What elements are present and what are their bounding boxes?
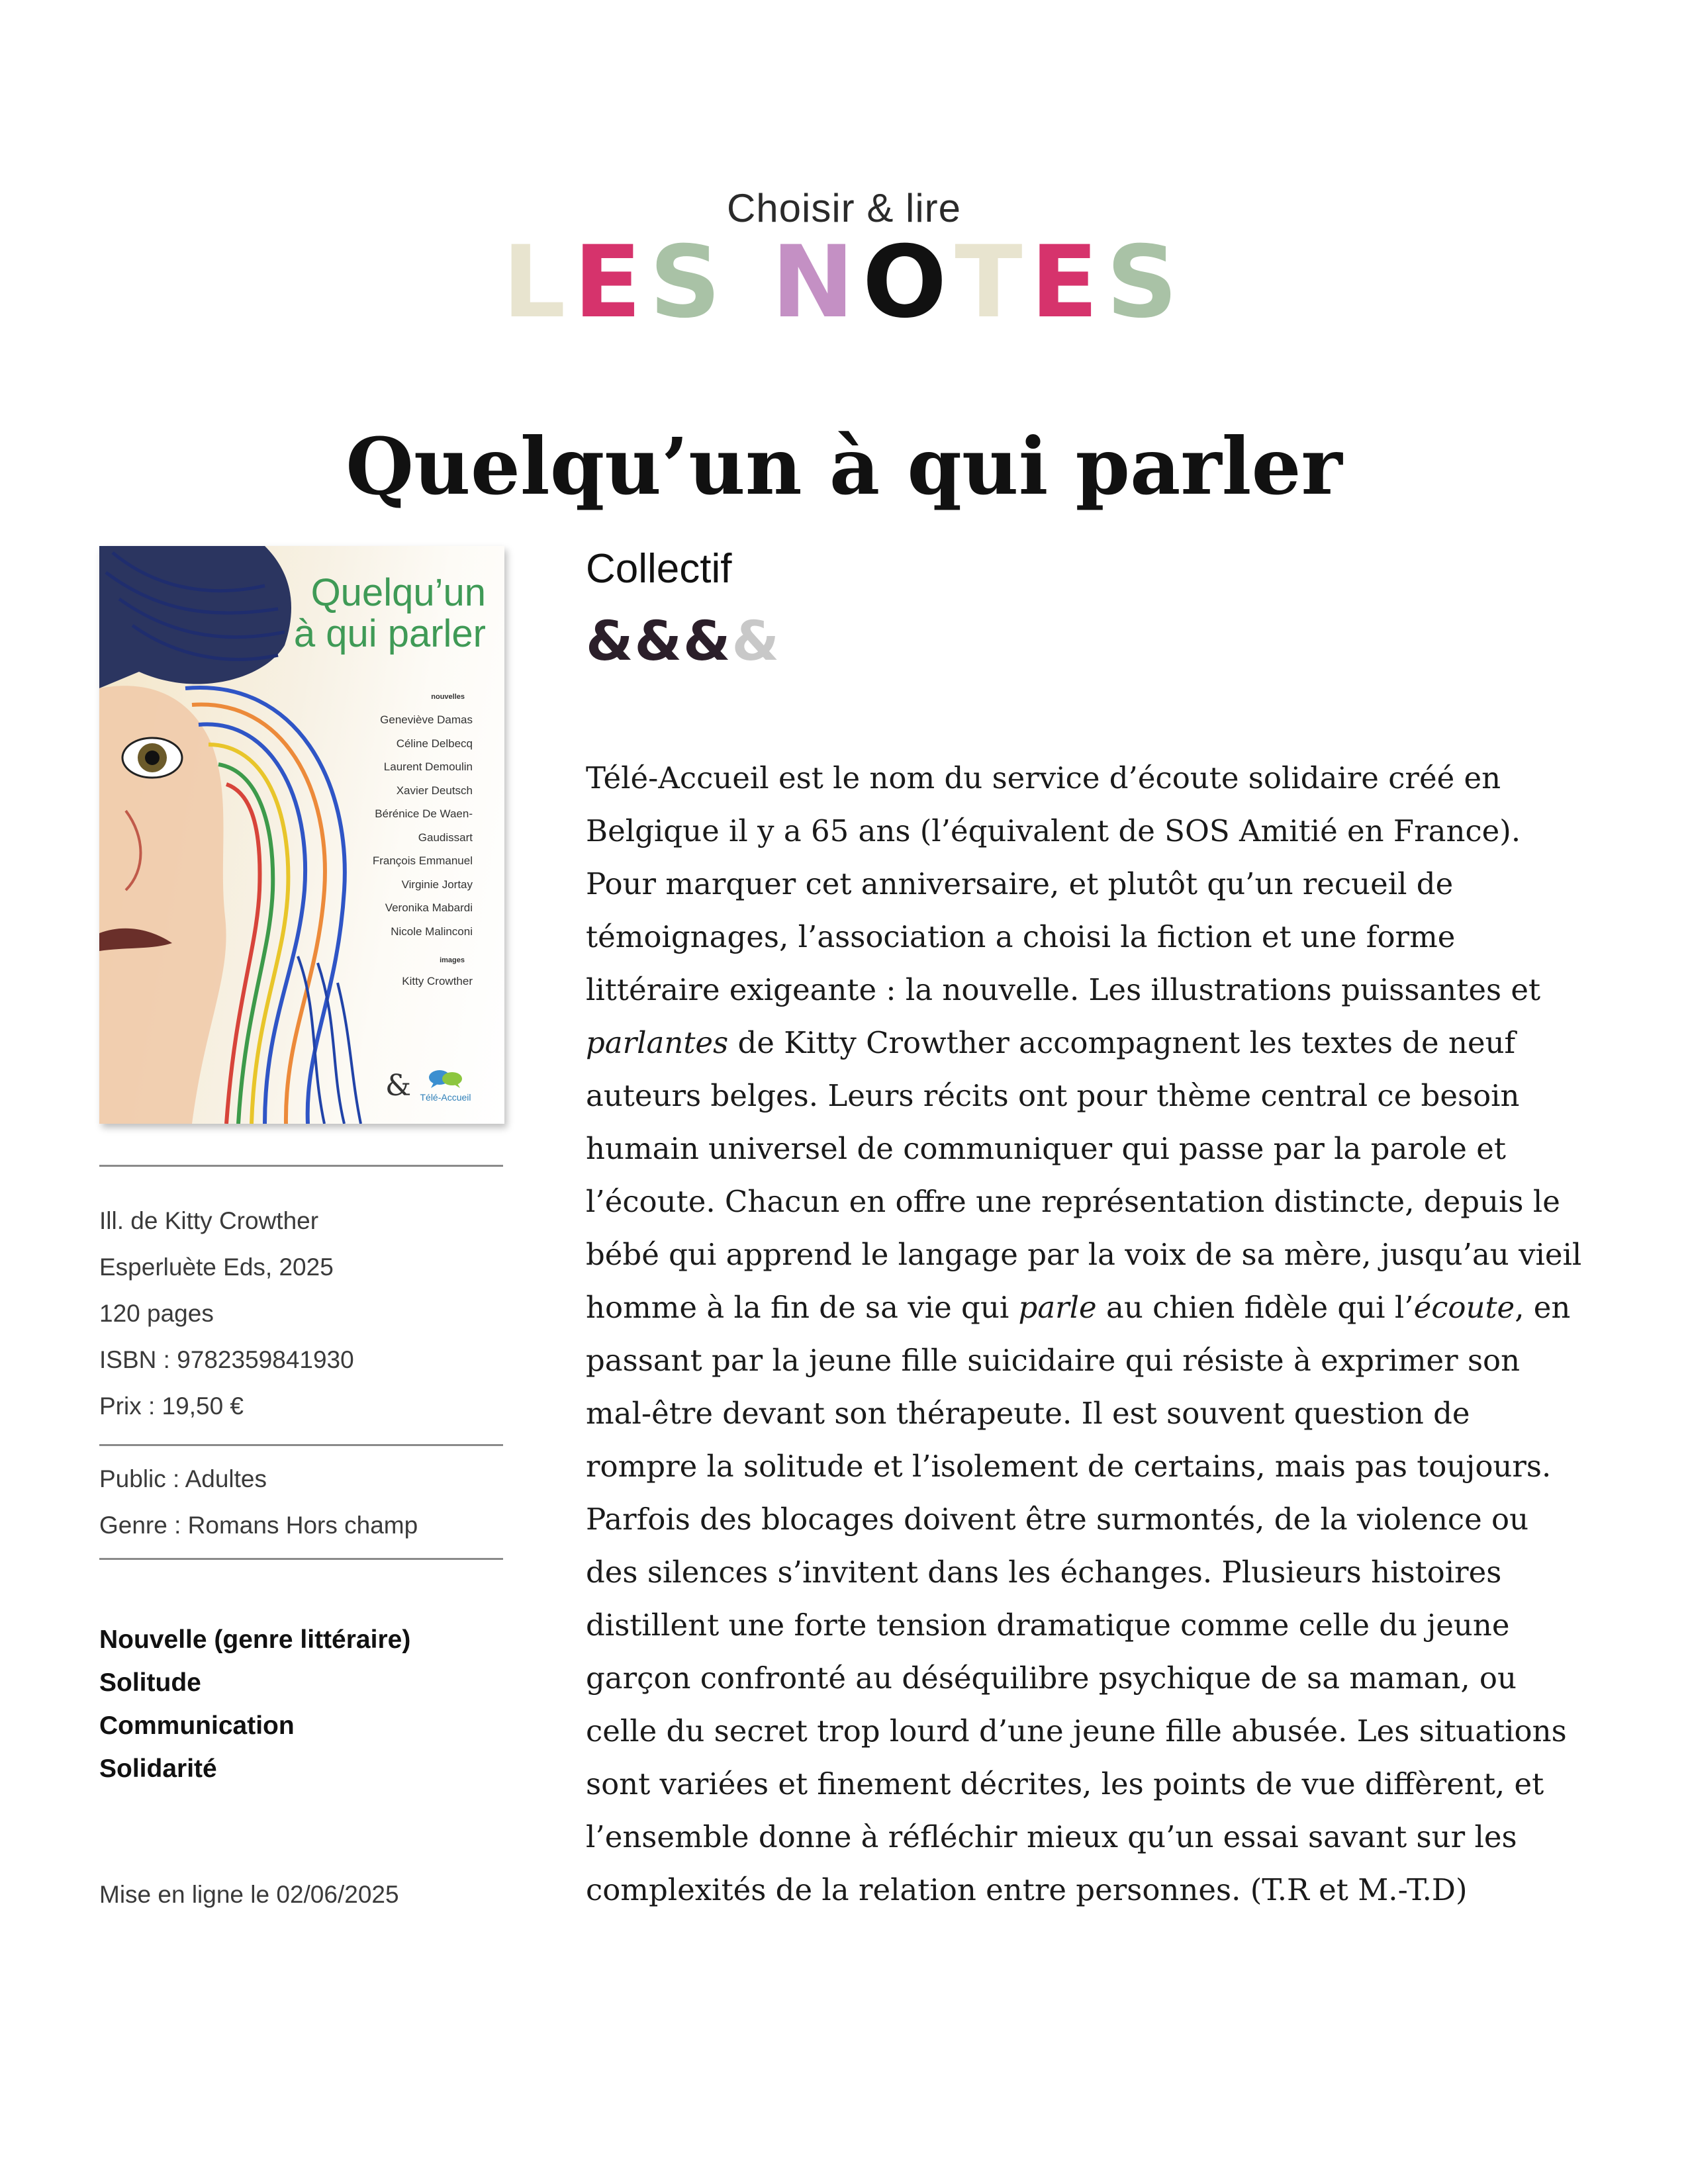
detail-item: 120 pages [99, 1300, 214, 1327]
rating-mark-filled: & [586, 610, 635, 673]
cover-author: Céline Delbecq [396, 737, 473, 750]
brand-subtitle: Choisir & lire [726, 186, 962, 230]
divider [99, 1165, 503, 1167]
review-line: garçon confronté au déséquilibre psychique de sa maman, ou [586, 1661, 1517, 1696]
cover-label-images: images [440, 956, 465, 964]
book-audience [99, 1456, 418, 1549]
speech-bubbles-icon [427, 1069, 464, 1089]
partner-logo-text: Télé-Accueil [420, 1092, 471, 1103]
review-line: Pour marquer cet anniversaire, et plutôt qu’un recueil de [586, 866, 1454, 901]
emphasis: parle [1018, 1290, 1097, 1325]
brand-logo[interactable] [0, 225, 1688, 340]
cover-author: Geneviève Damas [380, 713, 473, 726]
cover-author: Gaudissart [418, 831, 473, 844]
publication-date: Mise en ligne le 02/06/2025 [99, 1881, 399, 1908]
emphasis: parlantes [586, 1025, 729, 1060]
review-line: Belgique il y a 65 ans (l’équivalent de SOS Amitié en France). [586, 813, 1521, 848]
divider [99, 1558, 503, 1560]
divider [99, 1444, 503, 1446]
logo-letter: O [862, 225, 955, 340]
keyword-link[interactable]: Nouvelle (genre littéraire) [99, 1625, 411, 1654]
site-header [0, 185, 1688, 340]
review-line: passant par la jeune fille suicidaire qui résiste à exprimer son [586, 1343, 1521, 1378]
logo-letter: N [771, 225, 863, 340]
review-line: bébé qui apprend le langage par la voix de sa mère, jusqu’au vieil [586, 1237, 1582, 1272]
review-line: homme à la fin de sa vie qui parle au chien fidèle qui l’écoute, en [586, 1290, 1571, 1325]
book-cover [99, 546, 504, 1124]
review-line: littéraire exigeante : la nouvelle. Les illustrations puissantes et [586, 972, 1541, 1007]
review-line: des silences s’invitent dans les échanges. Plusieurs histoires [586, 1555, 1502, 1590]
cover-author: Veronika Mabardi [385, 901, 473, 914]
review-line: mal-être devant son thérapeute. Il est souvent question de [586, 1396, 1470, 1431]
audience-item: Genre : Romans Hors champ [99, 1512, 418, 1539]
detail-item: Prix : 19,50 € [99, 1392, 244, 1420]
cover-title: Quelqu’un à qui parler [293, 571, 486, 655]
book-title: Quelqu’un à qui parler [346, 420, 1342, 512]
review-line: l’écoute. Chacun en offre une représentation distincte, depuis le [586, 1184, 1560, 1219]
keyword-list [99, 1618, 410, 1790]
review-line: témoignages, l’association a choisi la fiction et une forme [586, 919, 1456, 954]
review-line: celle du secret trop lourd d’une jeune fille abusée. Les situations [586, 1713, 1567, 1749]
book-author: Collectif [586, 546, 732, 592]
review-line: l’ensemble donne à réfléchir mieux qu’un essai savant sur les [586, 1819, 1517, 1854]
keyword-link[interactable]: Solitude [99, 1668, 201, 1697]
review-text [586, 752, 1592, 1917]
logo-letter: E [573, 225, 649, 340]
logo-letter: S [649, 225, 729, 340]
review-line: sont variées et finement décrites, les points de vue diffèrent, et [586, 1766, 1544, 1801]
rating-mark-filled: & [634, 610, 684, 673]
cover-author: Nicole Malinconi [391, 925, 473, 938]
audience-item: Public : Adultes [99, 1465, 267, 1492]
cover-author: Xavier Deutsch [396, 784, 473, 797]
logo-letter [729, 233, 771, 332]
review-line: rompre la solitude et l’isolement de certains, mais pas toujours. [586, 1449, 1552, 1484]
review-line: humain universel de communiquer qui passe par la parole et [586, 1131, 1506, 1166]
review-line: parlantes de Kitty Crowther accompagnent les textes de neuf [586, 1025, 1516, 1060]
cover-author-list [314, 708, 473, 943]
detail-item: Esperluète Eds, 2025 [99, 1253, 334, 1281]
book-details [99, 1198, 354, 1430]
review-line: Parfois des blocages doivent être surmontés, de la violence ou [586, 1502, 1529, 1537]
logo-letter: T [955, 225, 1031, 340]
emphasis: écoute [1413, 1290, 1515, 1325]
cover-illustrator: Kitty Crowther [402, 975, 473, 987]
cover-author: François Emmanuel [372, 854, 473, 867]
cover-author: Bérénice De Waen- [375, 807, 473, 820]
keyword-link[interactable]: Communication [99, 1711, 295, 1740]
cover-author: Laurent Demoulin [383, 760, 473, 773]
logo-letter: S [1106, 225, 1186, 340]
rating-mark-filled: & [683, 610, 732, 673]
cover-author: Virginie Jortay [401, 878, 473, 891]
rating-mark-empty: & [731, 610, 781, 673]
detail-item: Ill. de Kitty Crowther [99, 1207, 319, 1234]
rating [586, 609, 780, 675]
review-line: auteurs belges. Leurs récits ont pour thème central ce besoin [586, 1078, 1520, 1113]
detail-item: ISBN : 9782359841930 [99, 1346, 354, 1373]
review-line: complexités de la relation entre personnes. (T.R et M.-T.D) [586, 1872, 1468, 1907]
partner-logo [416, 1069, 475, 1103]
keyword-link[interactable]: Solidarité [99, 1754, 217, 1783]
logo-letter: L [502, 225, 574, 340]
review-line: Télé-Accueil est le nom du service d’écoute solidaire créé en [586, 760, 1501, 796]
cover-label-stories: nouvelles [431, 693, 465, 701]
publisher-mark: & [385, 1069, 412, 1103]
review-line: distillent une forte tension dramatique comme celle du jeune [586, 1608, 1510, 1643]
logo-letter: E [1030, 225, 1107, 340]
